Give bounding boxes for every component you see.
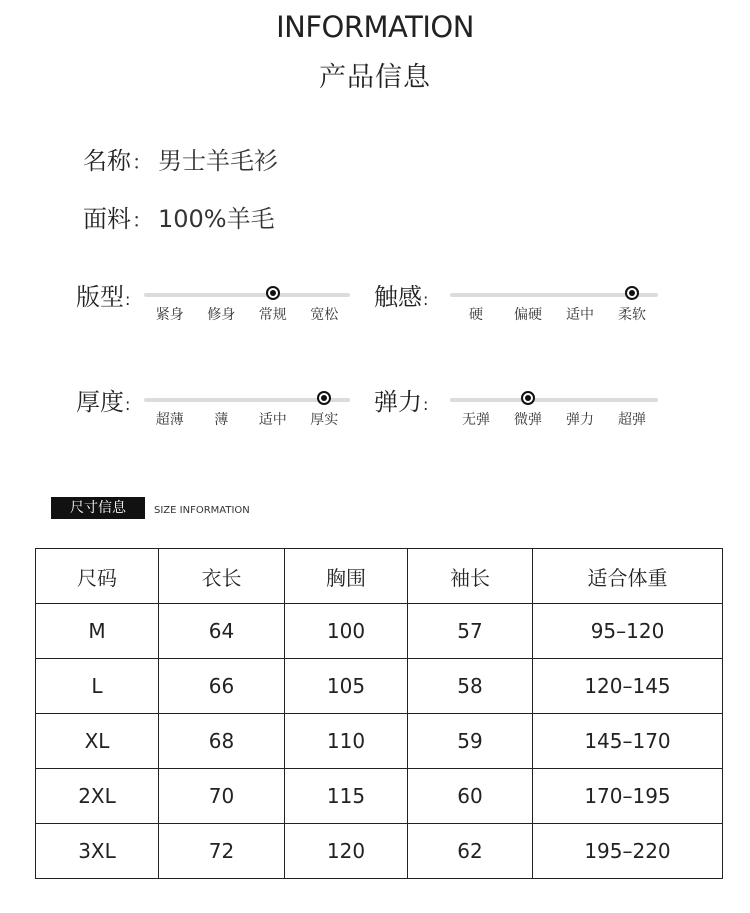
- header-cell-chest: 胸围: [285, 549, 408, 604]
- attr-thickness-option: 适中: [258, 412, 287, 428]
- table-cell: 3XL: [36, 824, 159, 879]
- table-cell: 62: [408, 824, 533, 879]
- size-section-subtitle: SIZE INFORMATION: [154, 505, 250, 516]
- attr-elasticity-option: 弹力: [566, 412, 594, 428]
- attr-fit-option: 常规: [258, 307, 287, 323]
- attr-fit-knob: [266, 286, 280, 300]
- header-cell-weight: 适合体重: [533, 549, 723, 604]
- attr-thickness-option: 薄: [214, 412, 229, 428]
- table-cell: 120–145: [533, 659, 723, 714]
- attr-fit-option: 紧身: [155, 307, 184, 323]
- table-cell: 59: [408, 714, 533, 769]
- attr-fit-track: [144, 293, 350, 297]
- attr-feel-option: 偏硬: [514, 307, 542, 323]
- header-cell-size: 尺码: [36, 549, 159, 604]
- table-cell: 72: [159, 824, 285, 879]
- attr-feel-label: 触感: [374, 283, 422, 311]
- header-cell-length: 衣长: [159, 549, 285, 604]
- table-cell: 195–220: [533, 824, 723, 879]
- page-title-en: INFORMATION: [276, 10, 474, 44]
- attr-fit: [76, 277, 376, 337]
- product-name-value: 男士羊毛衫: [158, 147, 278, 175]
- page-title-cn: 产品信息: [319, 62, 431, 93]
- size-table: [35, 548, 723, 879]
- table-row: [36, 824, 723, 879]
- product-material-colon: ：: [132, 208, 152, 232]
- table-cell: 95–120: [533, 604, 723, 659]
- attr-feel-colon: :: [423, 290, 429, 309]
- table-cell: L: [36, 659, 159, 714]
- table-cell: 70: [159, 769, 285, 824]
- table-cell: 57: [408, 604, 533, 659]
- size-table-header-row: [36, 549, 723, 604]
- product-material-value: 100%羊毛: [158, 205, 275, 233]
- product-material-row: [83, 199, 275, 234]
- attr-feel: [374, 277, 674, 337]
- product-name-label: 名称: [83, 147, 131, 175]
- attr-thickness-colon: :: [125, 395, 131, 414]
- attr-elasticity-knob: [521, 391, 535, 405]
- attr-fit-label: 版型: [76, 283, 124, 311]
- table-cell: 105: [285, 659, 408, 714]
- table-cell: 2XL: [36, 769, 159, 824]
- table-cell: M: [36, 604, 159, 659]
- attr-elasticity-option: 无弹: [462, 412, 490, 428]
- attr-elasticity-colon: :: [423, 395, 429, 414]
- attr-feel-option: 柔软: [618, 307, 646, 323]
- attr-thickness-label: 厚度: [76, 388, 124, 416]
- attr-elasticity-option: 超弹: [618, 412, 646, 428]
- table-cell: 115: [285, 769, 408, 824]
- attr-thickness-knob: [317, 391, 331, 405]
- table-cell: 110: [285, 714, 408, 769]
- size-section-tag: 尺寸信息: [51, 497, 145, 519]
- attr-elasticity-option: 微弹: [514, 412, 542, 428]
- attr-fit-colon: :: [125, 290, 131, 309]
- table-cell: 60: [408, 769, 533, 824]
- table-row: [36, 714, 723, 769]
- table-cell: 120: [285, 824, 408, 879]
- attr-thickness: [76, 382, 376, 442]
- table-cell: 64: [159, 604, 285, 659]
- table-cell: 170–195: [533, 769, 723, 824]
- table-cell: 58: [408, 659, 533, 714]
- attr-fit-option: 修身: [207, 307, 236, 323]
- attr-fit-option: 宽松: [310, 307, 339, 323]
- attr-feel-option: 硬: [469, 307, 483, 323]
- table-cell: 66: [159, 659, 285, 714]
- attr-feel-knob: [625, 286, 639, 300]
- table-cell: 145–170: [533, 714, 723, 769]
- table-row: [36, 659, 723, 714]
- attr-thickness-option: 厚实: [310, 412, 339, 428]
- table-cell: 68: [159, 714, 285, 769]
- attr-elasticity-track: [450, 398, 658, 402]
- table-row: [36, 769, 723, 824]
- product-name-colon: ：: [132, 150, 152, 174]
- attr-elasticity-label: 弹力: [374, 388, 422, 416]
- table-cell: 100: [285, 604, 408, 659]
- attr-thickness-option: 超薄: [155, 412, 184, 428]
- attr-feel-option: 适中: [566, 307, 594, 323]
- product-material-label: 面料: [83, 205, 131, 233]
- header-cell-sleeve: 袖长: [408, 549, 533, 604]
- product-name-row: [83, 141, 278, 176]
- table-cell: XL: [36, 714, 159, 769]
- attr-elasticity: [374, 382, 674, 442]
- table-row: [36, 604, 723, 659]
